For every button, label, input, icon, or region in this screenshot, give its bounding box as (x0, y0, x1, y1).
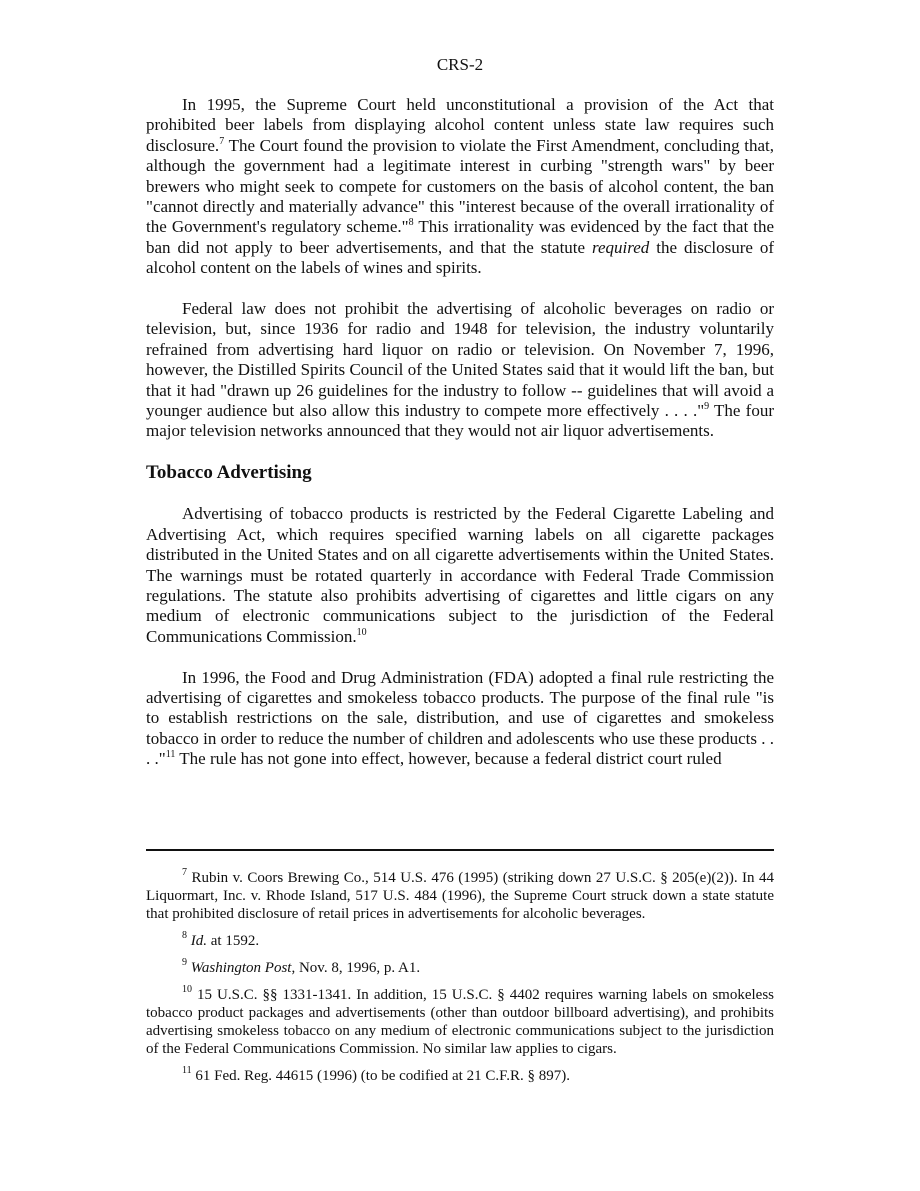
paragraph-broadcast-advertising (146, 299, 774, 442)
footnote-10 (146, 986, 774, 1058)
footnote-8 (146, 932, 774, 950)
footnote-ref-11[interactable]: 11 (165, 749, 176, 761)
footnote-number: 7 (182, 867, 187, 878)
footnote-number: 10 (182, 984, 192, 995)
footnote-9 (146, 959, 774, 977)
footnote-number: 9 (182, 957, 187, 968)
page-label: CRS-2 (436, 55, 484, 74)
footnote-ref-8[interactable]: 8 (408, 217, 414, 229)
paragraph-text: The Court found the provision to violate the First Amendment, concluding that, although the government had a legitimate interest in curbing "strength wars" by beer brewers who might seek to compete for customers on the basis of alcohol content, the ban "cannot directly and materially advance" this "interest because of the overall irrationality of the Government's regulatory scheme." (146, 135, 774, 237)
paragraph-text: Federal law does not prohibit the advertising of alcoholic beverages on radio or television, but, since 1936 for radio and 1948 for television, the industry voluntarily refrained from advertising hard liquor on radio or television. On November 7, 1996, however, the Distilled Spirits Council of the United States said that it would lift the ban, but that it had "drawn up 26 guidelines for the industry to follow -- guidelines that will avoid a younger audience but also allow this industry to compete more effectively . . . ." (146, 299, 774, 421)
paragraph-text: In 1996, the Food and Drug Administration (FDA) adopted a final rule restricting the advertising of cigarettes and smokeless tobacco products. The purpose of the final rule "is to establish restrictions on the sale, distribution, and use of cigarettes and smokeless tobacco in order to reduce the number of children and adolescents who use these products . . . ." (146, 667, 774, 769)
footnote-text: at 1592. (207, 933, 260, 949)
footnote-7 (146, 869, 774, 923)
paragraph-text: Advertising of tobacco products is restricted by the Federal Cigarette Labeling and Advertising Act, which requires specified warning labels on all cigarette packages distributed in the United States and on all cigarette advertisements within the United States. The warnings must be rotated quarterly in accordance with Federal Trade Commission regulations. The statute also prohibits advertising of cigarettes and little cigars on any medium of electronic communications subject to the jurisdiction of the Federal Communications Commission. (146, 504, 774, 646)
footnote-citation: Washington Post (190, 960, 292, 976)
footnotes-section (146, 869, 774, 1094)
paragraph-text: The four major television networks announced that they would not air liquor advertisements. (146, 401, 774, 441)
paragraph-fda-rule (146, 668, 774, 770)
footnote-text: 15 U.S.C. §§ 1331-1341. In addition, 15 U.S.C. § 4402 requires warning labels on smokeless tobacco product packages and advertisements (other than outdoor billboard advertising), and prohibits advertising smokeless tobacco on any medium of electronic communications subject to the jurisdiction of the Federal Communications Commission. No similar law applies to cigars. (146, 987, 775, 1057)
footnote-ref-10[interactable]: 10 (356, 626, 367, 638)
footnote-citation: Id. (190, 933, 207, 949)
paragraph-beer-labels (146, 95, 774, 279)
footnote-11 (146, 1067, 774, 1085)
footnote-text: 61 Fed. Reg. 44615 (1996) (to be codified at 21 C.F.R. § 897). (195, 1068, 570, 1084)
footnote-number: 11 (182, 1065, 192, 1076)
emphasis-text: required (592, 237, 650, 257)
footnote-ref-7[interactable]: 7 (219, 135, 225, 147)
footnote-divider (146, 849, 774, 851)
footnote-ref-9[interactable]: 9 (704, 401, 710, 413)
footnote-number: 8 (182, 930, 187, 941)
paragraph-cigarette-labeling-act (146, 504, 774, 647)
footnote-text: Rubin v. Coors Brewing Co., 514 U.S. 476 (1995) (striking down 27 U.S.C. § 205(e)(2)). In 44 Liquormart, Inc. v. Rhode Island, 517 U.S. 484 (1996), the Supreme Court struck down a state statute that prohibited disclosure of retail prices in advertisements for alcoholic beverages. (146, 870, 774, 922)
paragraph-text: The rule has not gone into effect, however, because a federal district court ruled (175, 749, 722, 769)
section-heading: Tobacco Advertising (146, 462, 312, 484)
paragraph-text: In 1995, the Supreme Court held unconstitutional a provision of the Act that prohibited beer labels from displaying alcohol content unless state law requires such disclosure. (146, 95, 774, 155)
paragraph-text: This irrationality was evidenced by the fact that the ban did not apply to beer advertisements, and that the statute (146, 217, 775, 257)
document-body (146, 95, 774, 770)
footnote-text: , Nov. 8, 1996, p. A1. (291, 960, 421, 976)
paragraph-text: the disclosure of alcohol content on the labels of wines and spirits. (146, 237, 775, 278)
